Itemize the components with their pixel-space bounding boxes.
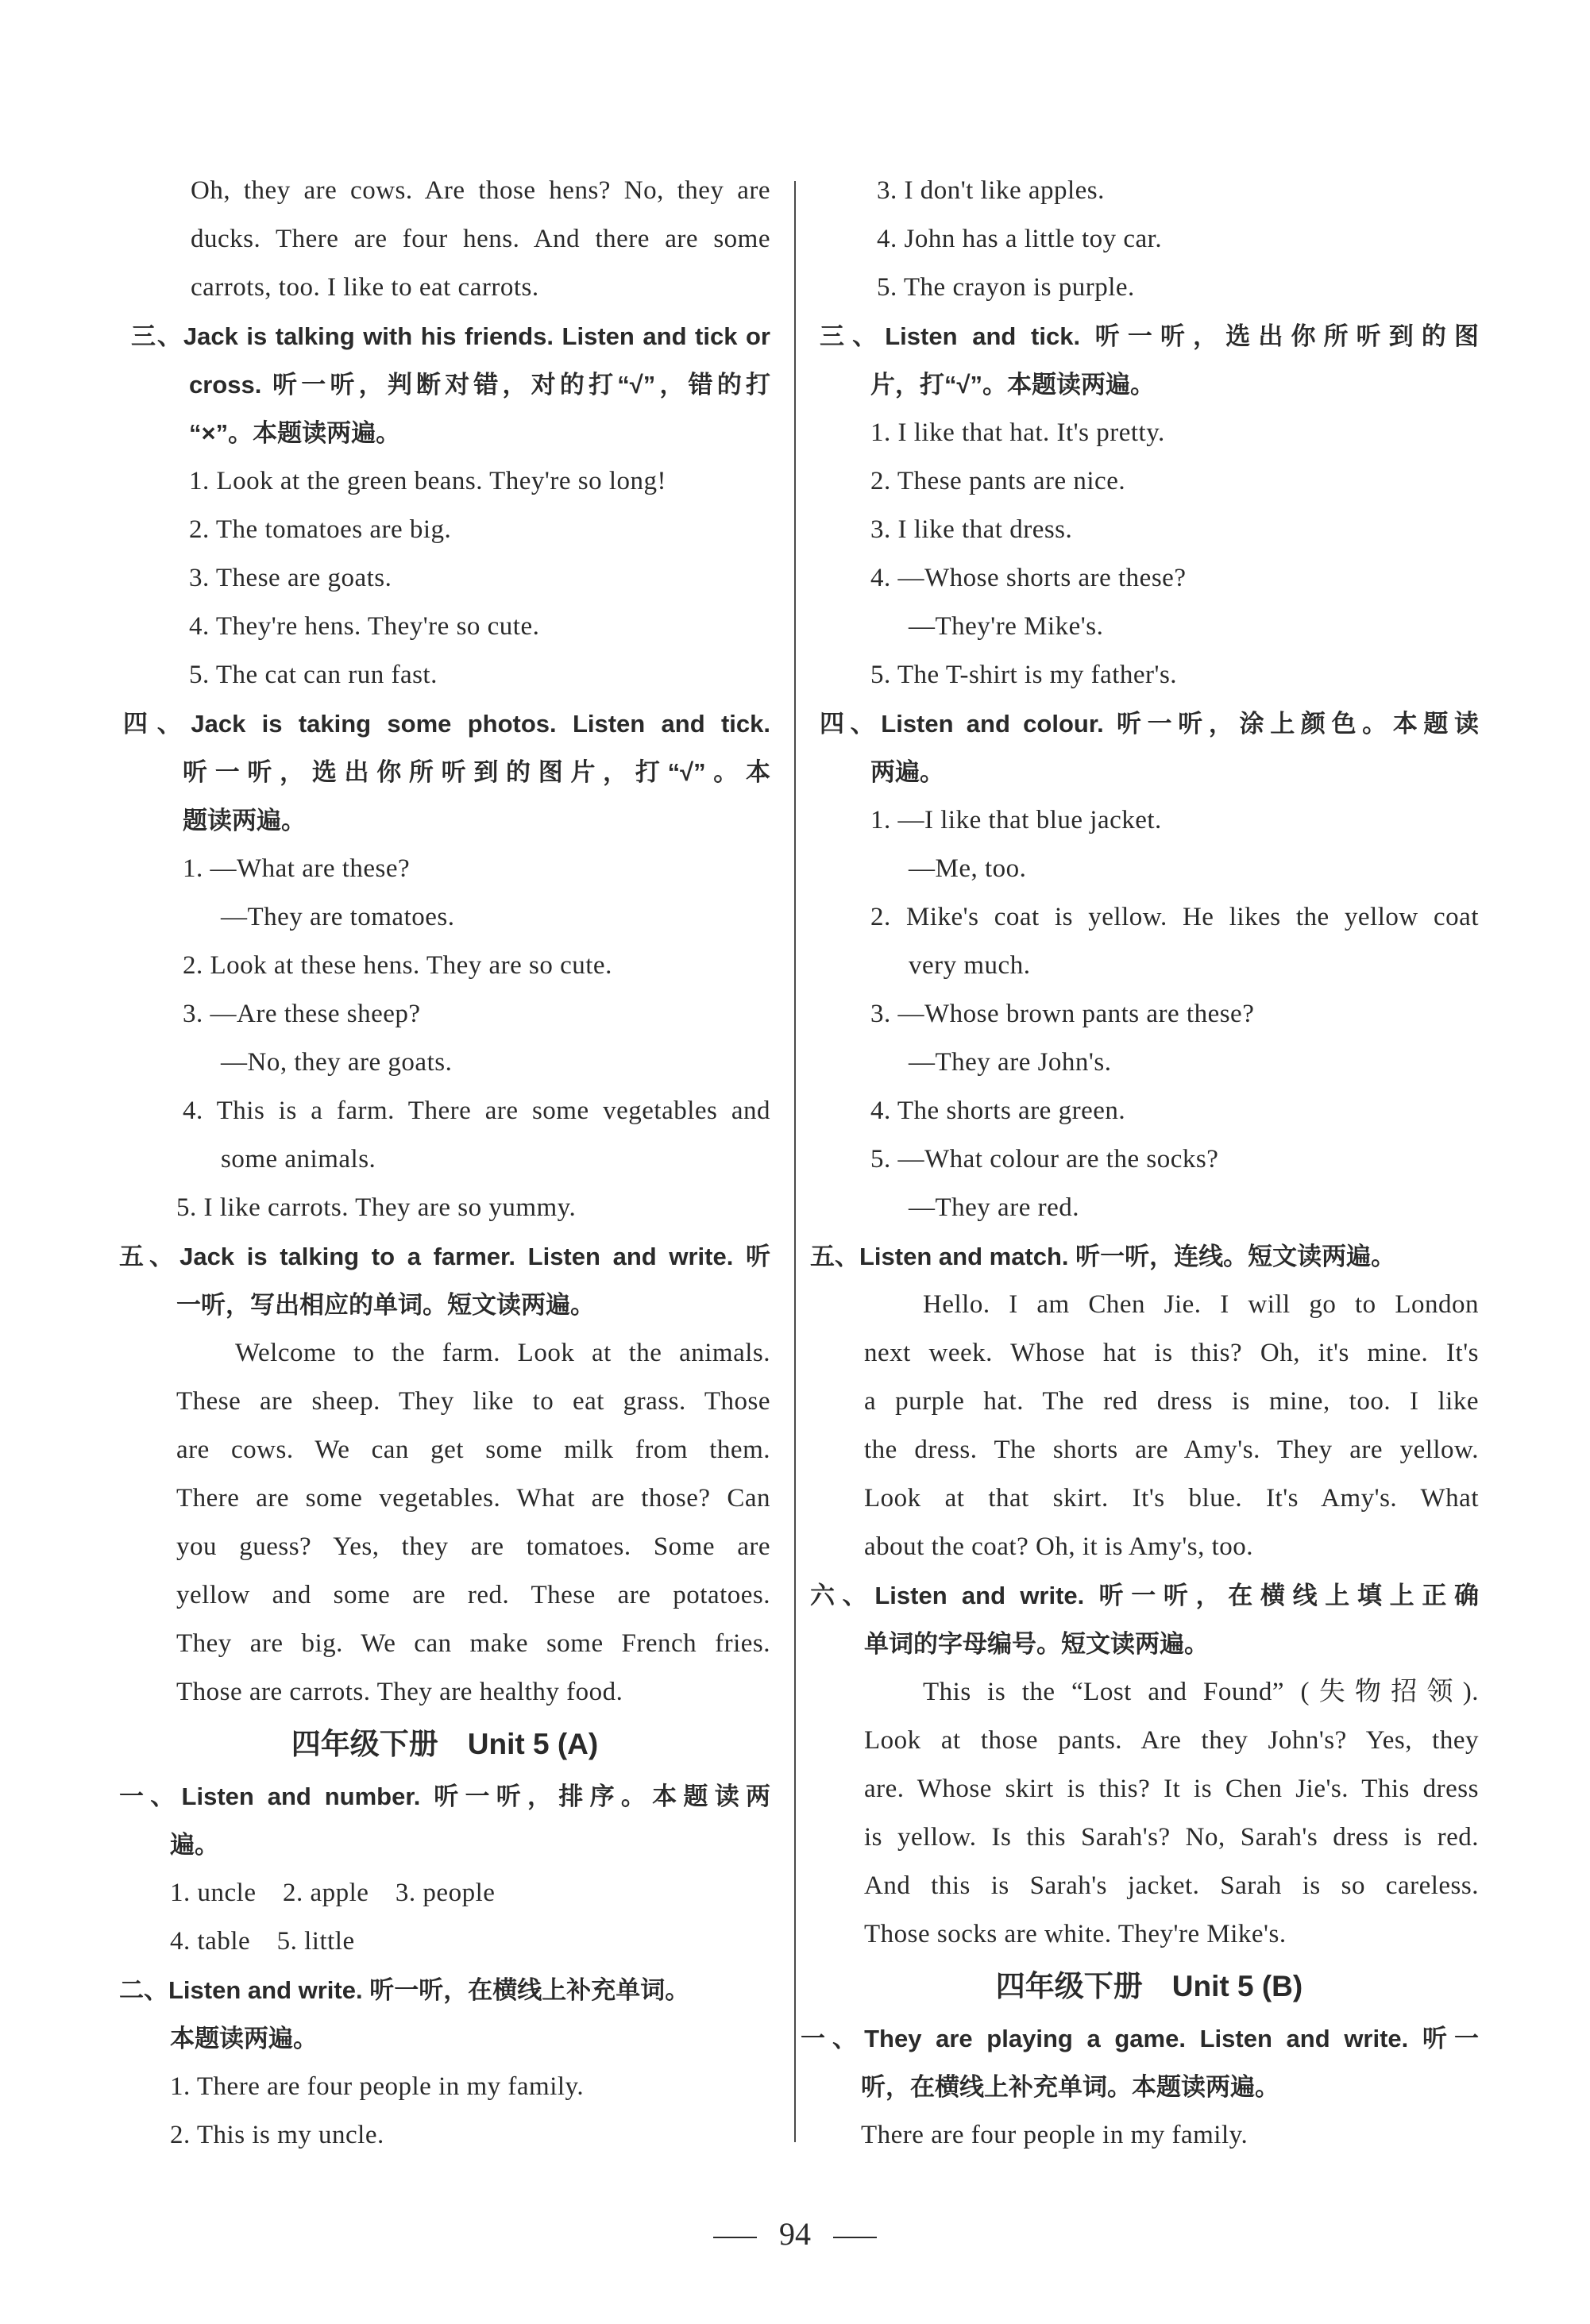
text-line: Look at those pants. Are they John's? Yes, they — [864, 1726, 1479, 1755]
section-heading-line: 题读两遍。 — [183, 807, 306, 834]
text-line: —They are red. — [909, 1193, 1079, 1222]
text-line: There are four people in my family. — [861, 2121, 1248, 2149]
column-divider — [794, 181, 796, 2142]
text-line: —Me, too. — [909, 854, 1027, 883]
text-line: They are big. We can make some French fries. — [176, 1629, 770, 1658]
page-number: 94 — [779, 2216, 811, 2252]
section-heading-line: 六、Listen and write. 听一听，在横线上填上正确 — [810, 1582, 1479, 1609]
text-line: about the coat? Oh, it is Amy's, too. — [864, 1532, 1254, 1561]
text-line: 5. The T-shirt is my father's. — [870, 661, 1178, 689]
dash-right — [833, 2237, 877, 2238]
text-line: 4. The shorts are green. — [870, 1096, 1126, 1125]
section-heading-line: 单词的字母编号。短文读两遍。 — [864, 1630, 1209, 1658]
text-line: These are sheep. They like to eat grass. Those — [176, 1387, 770, 1416]
text-line: ducks. There are four hens. And there are some — [191, 225, 770, 253]
text-line: 3. I like that dress. — [870, 515, 1073, 544]
text-line: are. Whose skirt is this? It is Chen Jie's. This dress — [864, 1775, 1479, 1803]
text-line: 1. uncle 2. apple 3. people — [170, 1879, 496, 1907]
section-heading-line: “×”。本题读两遍。 — [189, 419, 401, 447]
text-line: 2. Look at these hens. They are so cute. — [183, 951, 612, 980]
text-line: This is the “Lost and Found” (失物招领). — [923, 1678, 1479, 1706]
text-line: 1. Look at the green beans. They're so long! — [189, 467, 666, 495]
section-heading-line: 五、Jack is talking to a farmer. Listen and write. 听 — [119, 1243, 770, 1270]
text-line: yellow and some are red. These are potatoes. — [176, 1581, 770, 1609]
text-line: carrots, too. I like to eat carrots. — [191, 273, 539, 302]
text-line: 1. I like that hat. It's pretty. — [870, 418, 1165, 447]
text-line: 3. —Are these sheep? — [183, 1000, 421, 1028]
text-line: the dress. The shorts are Amy's. They are yellow. — [864, 1436, 1479, 1464]
section-heading-line: 五、Listen and match. 听一听，连线。短文读两遍。 — [810, 1243, 1396, 1270]
text-line: 4. John has a little toy car. — [877, 225, 1163, 253]
text-line: 5. —What colour are the socks? — [870, 1145, 1219, 1174]
unit-title: 四年级下册 Unit 5 (A) — [291, 1728, 599, 1760]
text-line: 4. —Whose shorts are these? — [870, 564, 1187, 592]
text-line: very much. — [909, 951, 1031, 980]
text-line: some animals. — [221, 1145, 376, 1174]
section-heading-line: 三、Jack is talking with his friends. Listen and tick or — [131, 322, 770, 350]
text-line: is yellow. Is this Sarah's? No, Sarah's dress is red. — [864, 1823, 1479, 1852]
page-number-footer — [0, 2215, 1590, 2253]
section-heading-line: 一、They are playing a game. Listen and write. 听一 — [801, 2025, 1479, 2052]
text-line: 4. They're hens. They're so cute. — [189, 612, 540, 641]
text-line: 3. I don't like apples. — [877, 176, 1105, 205]
text-line: —They are tomatoes. — [221, 903, 455, 931]
text-line: 1. There are four people in my family. — [170, 2072, 585, 2101]
text-line: 2. This is my uncle. — [170, 2121, 384, 2149]
text-line: 2. The tomatoes are big. — [189, 515, 452, 544]
section-heading-line: cross. 听一听，判断对错，对的打“√”，错的打 — [189, 371, 770, 399]
left-column — [119, 167, 770, 2160]
text-line: Those are carrots. They are healthy food. — [176, 1678, 623, 1706]
dash-left — [713, 2237, 757, 2238]
unit-title: 四年级下册 Unit 5 (B) — [995, 1970, 1303, 2002]
text-line: Look at that skirt. It's blue. It's Amy's. What — [864, 1484, 1479, 1513]
text-line: 1. —I like that blue jacket. — [870, 806, 1162, 834]
text-line: 4. This is a farm. There are some vegetables and — [183, 1096, 770, 1125]
section-heading-line: 本题读两遍。 — [170, 2025, 318, 2052]
text-line: Hello. I am Chen Jie. I will go to London — [923, 1290, 1479, 1319]
section-heading-line: 听一听，选出你所听到的图片，打“√”。本 — [183, 758, 770, 786]
text-line: 5. The cat can run fast. — [189, 661, 438, 689]
right-column — [801, 167, 1479, 2160]
text-line: a purple hat. The red dress is mine, too. I like — [864, 1387, 1479, 1416]
text-line: you guess? Yes, they are tomatoes. Some are — [176, 1532, 770, 1561]
section-heading-line: 一、Listen and number. 听一听，排序。本题读两 — [119, 1783, 770, 1810]
text-line: 5. The crayon is purple. — [877, 273, 1135, 302]
text-line: Welcome to the farm. Look at the animals. — [235, 1339, 770, 1367]
section-heading-line: 遍。 — [170, 1831, 219, 1859]
text-line: 3. These are goats. — [189, 564, 392, 592]
text-line: are cows. We can get some milk from them. — [176, 1436, 770, 1464]
text-line: 4. table 5. little — [170, 1927, 355, 1956]
text-line: Those socks are white. They're Mike's. — [864, 1920, 1287, 1948]
text-line: 5. I like carrots. They are so yummy. — [176, 1193, 577, 1222]
section-heading-line: 片，打“√”。本题读两遍。 — [870, 371, 1156, 399]
text-line: 1. —What are these? — [183, 854, 411, 883]
text-line: 2. Mike's coat is yellow. He likes the yellow coat — [870, 903, 1479, 931]
text-line: 2. These pants are nice. — [870, 467, 1126, 495]
section-heading-line: 听，在横线上补充单词。本题读两遍。 — [861, 2073, 1279, 2101]
text-line: —They're Mike's. — [909, 612, 1104, 641]
section-heading-line: 二、Listen and write. 听一听，在横线上补充单词。 — [119, 1976, 690, 2004]
section-heading-line: 三、Listen and tick. 听一听，选出你所听到的图 — [820, 322, 1479, 350]
section-heading-line: 四、Jack is taking some photos. Listen and tick. — [123, 710, 770, 738]
section-heading-line: 一听，写出相应的单词。短文读两遍。 — [176, 1291, 595, 1319]
section-heading-line: 两遍。 — [870, 758, 944, 786]
text-line: —No, they are goats. — [221, 1048, 453, 1077]
text-line: 3. —Whose brown pants are these? — [870, 1000, 1255, 1028]
text-line: And this is Sarah's jacket. Sarah is so careless. — [864, 1871, 1479, 1900]
text-line: There are some vegetables. What are those? Can — [176, 1484, 770, 1513]
text-line: —They are John's. — [909, 1048, 1112, 1077]
text-line: Oh, they are cows. Are those hens? No, they are — [191, 176, 770, 205]
text-line: next week. Whose hat is this? Oh, it's mine. It's — [864, 1339, 1479, 1367]
section-heading-line: 四、Listen and colour. 听一听，涂上颜色。本题读 — [820, 710, 1479, 738]
